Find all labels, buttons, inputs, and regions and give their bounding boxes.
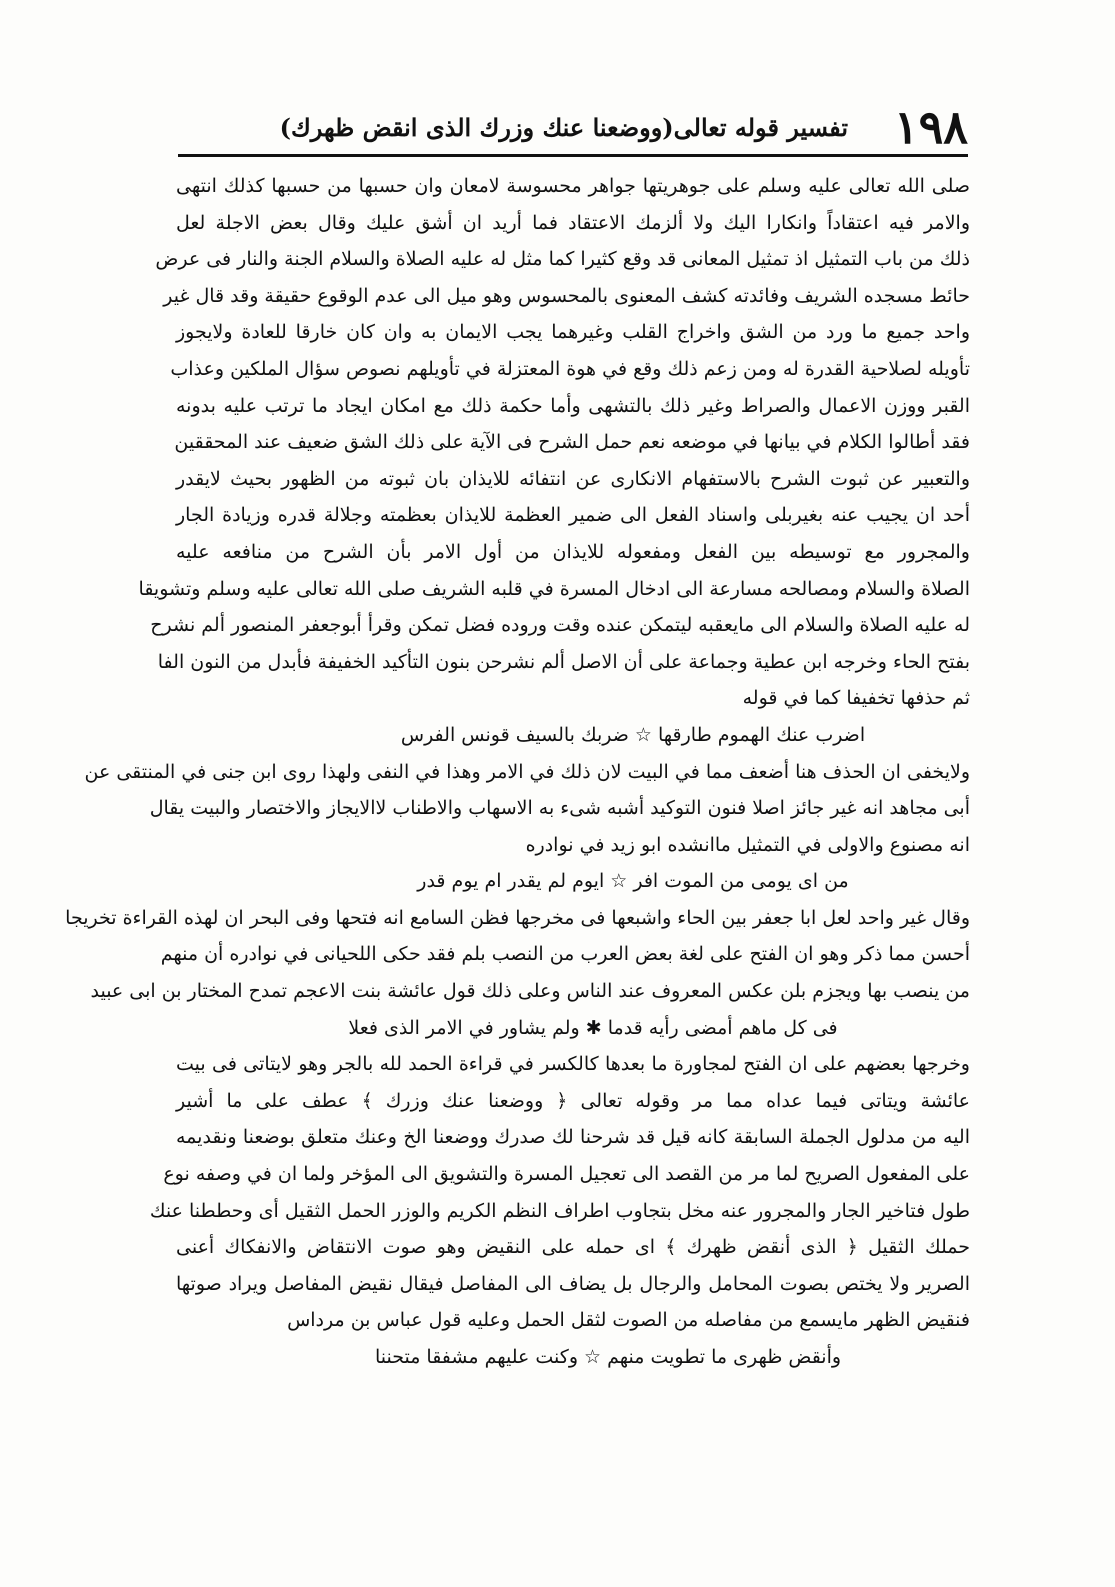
text-line: بفتح الحاء وخرجه ابن عطية وجماعة على أن الاصل ألم نشرحن بنون التأكيد الخفيفة فأبدل من النون الفا: [157, 650, 970, 673]
text-line: تأويله لصلاحية القدرة له ومن زعم ذلك وقع في هوة المعتزلة في تأويلهم نصوص سؤال الملكين وعذاب: [170, 357, 970, 380]
text-line: ذلك من باب التمثيل اذ تمثيل المعانى قد وقع كثيرا كما مثل له عليه الصلاة والسلام الجنة والنار فى عرض: [155, 248, 970, 271]
text-line: أحد ان يجيب عنه بغيربلى واسناد الفعل الى ضمير العظمة للايذان بعظمته وجلالة قدره وزيادة الجار: [176, 504, 970, 527]
text-line: وخرجها بعضهم على ان الفتح لمجاورة ما بعدها كالكسر في قراءة الحمد لله بالجر وهو لايتاتى فى بيت: [176, 1053, 970, 1076]
text-line: حائط مسجده الشريف وفائدته كشف المعنوى بالمحسوس وهو ميل الى عدم الوقوع حقيقة وقد قال غير: [163, 284, 970, 307]
page-number: ١٩٨: [893, 100, 968, 154]
text-line: الصلاة والسلام ومصالحه مسارعة الى ادخال المسرة في قلبه الشريف صلى الله تعالى عليه وسلم وتشويقا: [138, 577, 970, 600]
page-header: [178, 96, 968, 158]
text-line: وقال غير واحد لعل ابا جعفر بين الحاء واشبعها فى مخرجها فظن السامع انه فتحها وفى البحر ان لهذه القراءة تخريجا: [65, 906, 970, 929]
text-line: من ينصب بها ويجزم بلن عكس المعروف عند الناس وعلى ذلك قول عائشة بنت الاعجم تمدح المختار بن ابى عبيد: [90, 980, 970, 1003]
body-text: [65, 168, 970, 1376]
text-line: واحد جميع ما ورد من الشق واخراج القلب وغيرهما يجب الايمان به وان كان خارقا للعادة ولايجوز: [176, 321, 970, 344]
text-line: ثم حذفها تخفيفا كما في قوله: [742, 687, 970, 710]
text-line: صلى الله تعالى عليه وسلم على جوهريتها جواهر محسوسة لامعان وان حسبها من حسبها كذلك انتهى: [176, 175, 970, 197]
text-line: له عليه الصلاة والسلام الى مايعقبه ليتمكن عنده وقت وروده فضل تمكن وقرأ أبوجعفر المنصور ألم نشرح: [150, 614, 970, 637]
text-line: حملك الثقيل ﴿ الذى أنقض ظهرك ﴾ اى حمله على النقيض وهو صوت الانتقاض والانفكاك أعنى: [176, 1236, 970, 1259]
poetry-verse: وأنقض ظهرى ما تطويت منهم ☆ وكنت عليهم مشفقا متحننا: [374, 1346, 842, 1368]
text-line: أبى مجاهد انه غير جائز اصلا فنون التوكيد أشبه شىء به الاسهاب والاطناب لاالايجاز والاختصار والبيت يقال: [149, 797, 970, 820]
text-line: عائشة ويتاتى فيما عداه مما مر وقوله تعالى ﴿ ووضعنا عنك وزرك ﴾ عطف على ما أشير: [176, 1089, 970, 1112]
poetry-verse: من اى يومى من الموت افر ☆ ايوم لم يقدر ام يوم قدر: [417, 870, 849, 893]
poetry-verse: فى كل ماهم أمضى رأيه قدما ✱ ولم يشاور في الامر الذى فعلا: [348, 1016, 838, 1039]
text-line: فنقيض الظهر مايسمع من مفاصله من الصوت لثقل الحمل وعليه قول عباس بن مرداس: [287, 1309, 970, 1332]
text-line: اليه من مدلول الجملة السابقة كانه قيل قد شرحنا لك صدرك ووضعنا الخ وعنك متعلق بوضعنا ونقديمه: [176, 1126, 970, 1149]
text-line: طول فتاخير الجار والمجرور عنه مخل بتجاوب اطراف النظم الكريم والوزر الحمل الثقيل أى وحططنا عنك: [149, 1199, 970, 1222]
text-line: والمجرور مع توسيطه بين الفعل ومفعوله للايذان من أول الامر بأن الشرح من منافعه عليه: [176, 540, 970, 563]
text-line: والتعبير عن ثبوت الشرح بالاستفهام الانكارى عن انتفائه للايذان بان ثبوته من الظهور بحيث لايقدر: [176, 467, 970, 490]
text-line: الصرير ولا يختص بصوت المحامل والرجال بل يضاف الى المفاصل فيقال نقيض المفاصل ويراد صوتها: [176, 1272, 970, 1295]
text-line: انه مصنوع والاولى في التمثيل ماانشده ابو زيد في نوادره: [525, 833, 970, 856]
header-rule: [178, 154, 968, 157]
text-line: أحسن مما ذكر وهو ان الفتح على لغة بعض العرب من النصب بلم فقد حكى اللحيانى في نوادره أن منهم: [160, 943, 970, 966]
text-line: على المفعول الصريح لما مر من القصد الى تعجيل المسرة والتشويق الى المؤخر ولما ان في وصفه نوع: [163, 1163, 970, 1186]
text-line: والامر فيه اعتقاداً وانكارا اليك ولا ألزمك الاعتقاد فما أريد ان أشق عليك وقال بعض الاجلة لعل: [176, 211, 970, 234]
running-title: تفسير قوله تعالى(ووضعنا عنك وزرك الذى انقض ظهرك): [279, 113, 848, 142]
text-line: فقد أطالوا الكلام في بيانها في موضعه نعم حمل الشرح فى الآية على ذلك الشق ضعيف عند المحققين: [174, 431, 970, 454]
text-line: القبر ووزن الاعمال والصراط وغير ذلك بالتشهى وأما حكمة ذلك مع امكان ايجاد ما ترتب عليه بدونه: [176, 394, 970, 417]
poetry-verse: اضرب عنك الهموم طارقها ☆ ضربك بالسيف قونس الفرس: [400, 723, 866, 746]
text-line: ولايخفى ان الحذف هنا أضعف مما في البيت لان ذلك في الامر وهذا في النفى ولهذا روى ابن جنى في المنتقى عن: [84, 760, 970, 783]
